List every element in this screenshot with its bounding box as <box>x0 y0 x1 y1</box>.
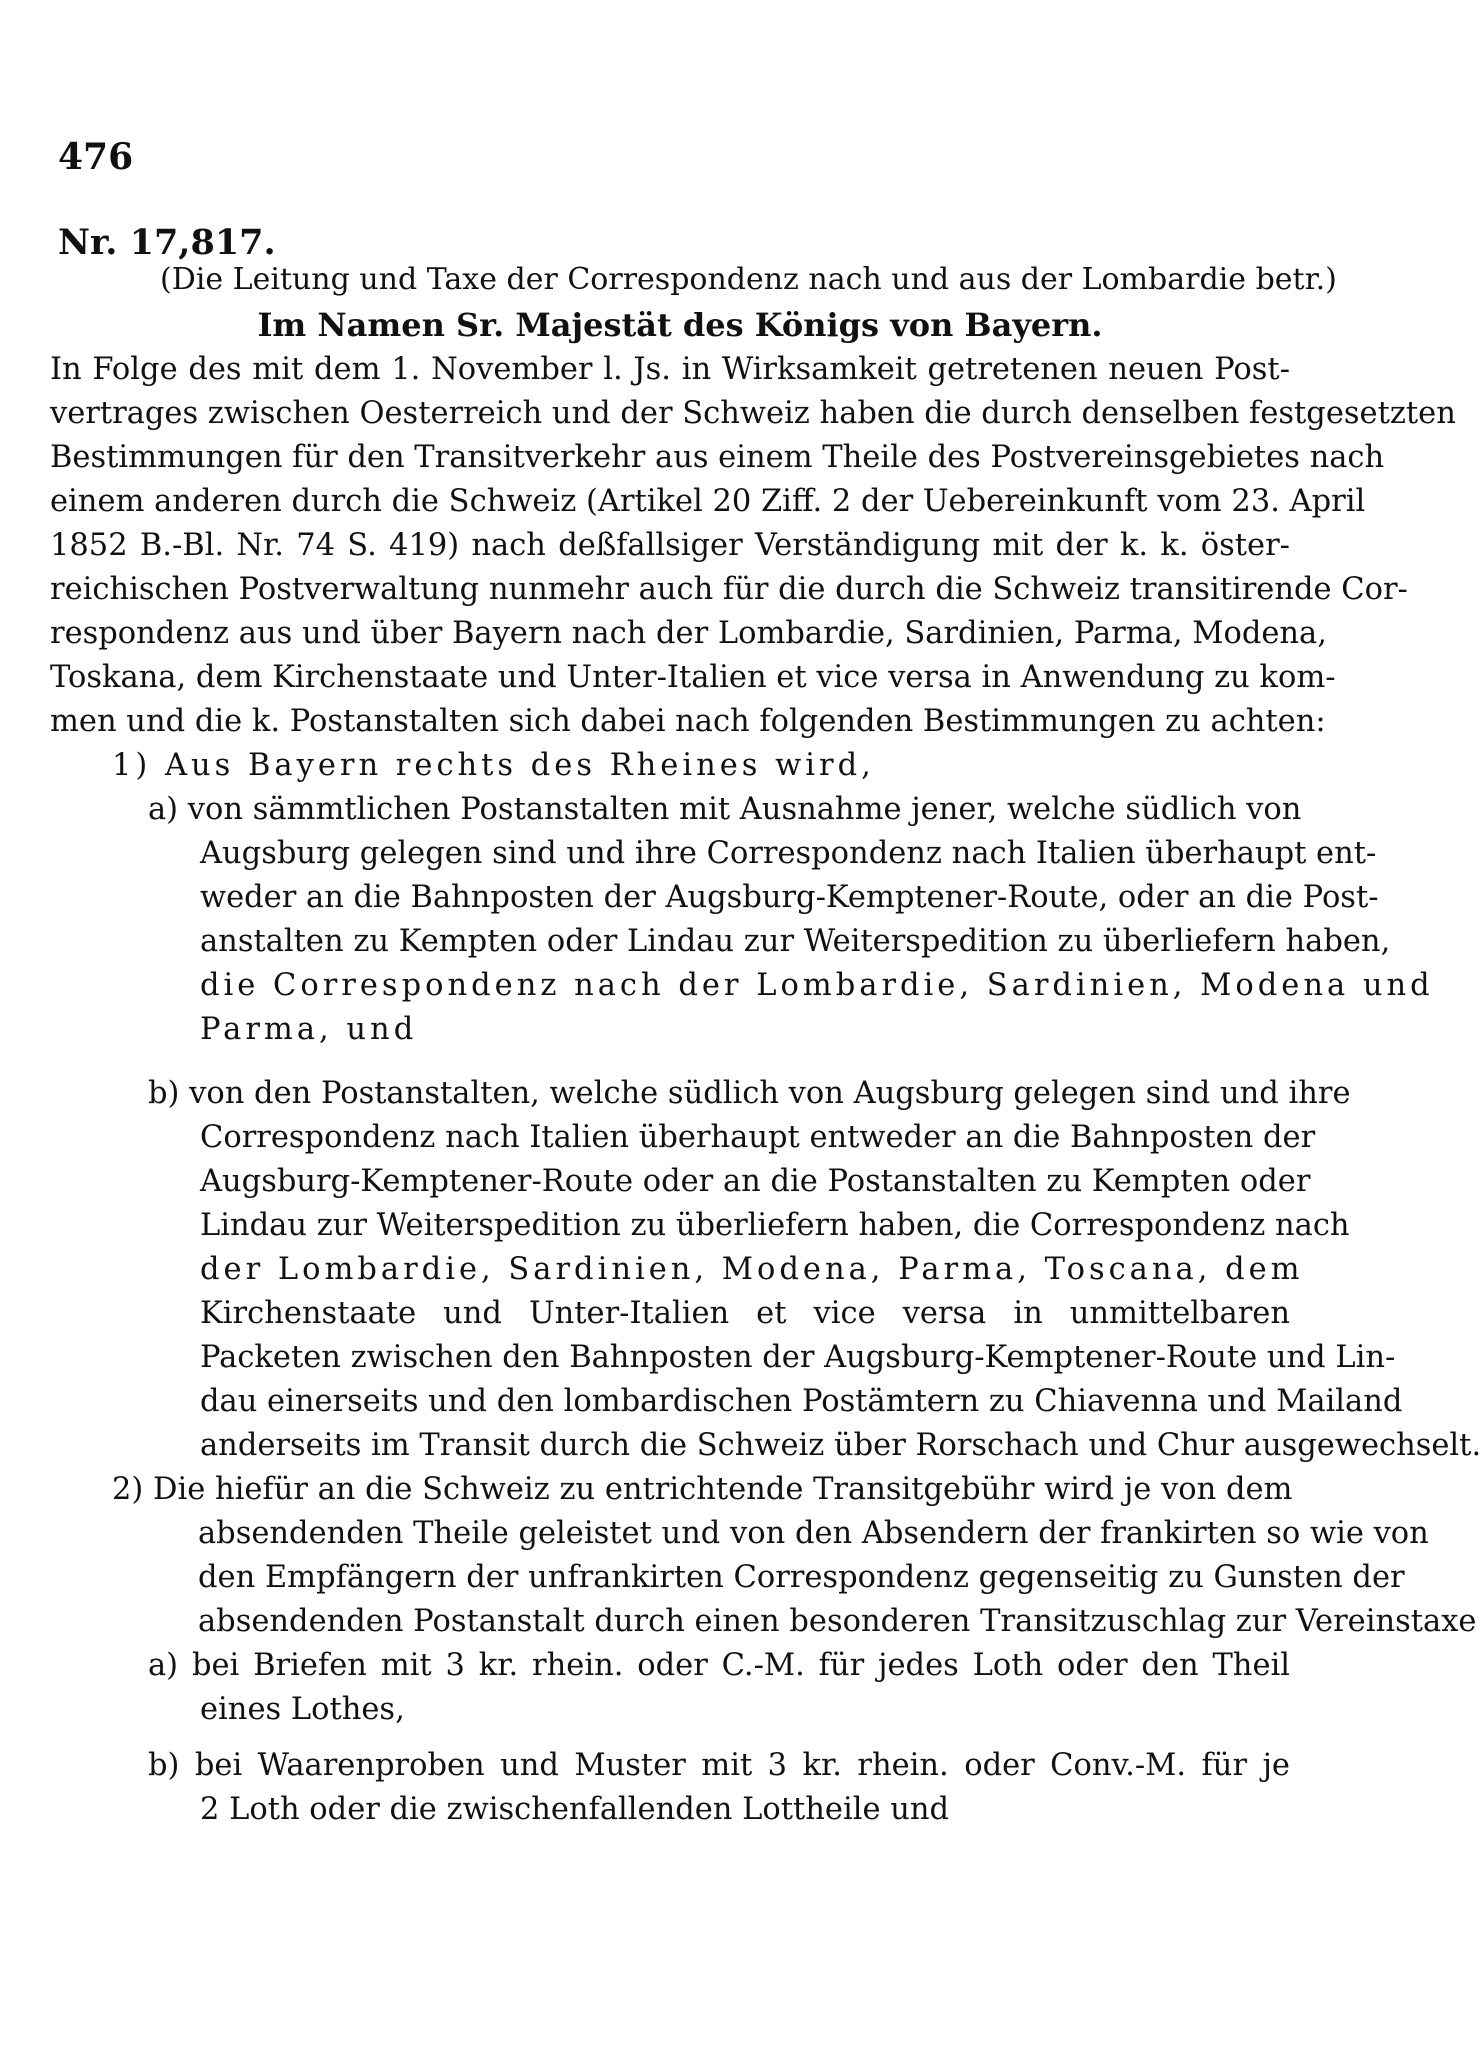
text-line: b) von den Postanstalten, welche südlich von Augsburg gelegen sind und ihre <box>148 1076 1351 1111</box>
document-subject: (Die Leitung und Taxe der Correspondenz nach und aus der Lombardie betr.) <box>160 262 1337 297</box>
text-line: respondenz aus und über Bayern nach der Lombardie, Sardinien, Parma, Modena, <box>50 616 1327 651</box>
text-line: Correspondenz nach Italien überhaupt entweder an die Bahnposten der <box>200 1120 1316 1155</box>
text-line: einem anderen durch die Schweiz (Artikel 20 Ziff. 2 der Uebereinkunft vom 23. April <box>50 484 1366 519</box>
text-line: die Correspondenz nach der Lombardie, Sardinien, Modena und <box>200 968 1434 1003</box>
document-heading: Im Namen Sr. Majestät des Königs von Bayern. <box>257 306 1103 344</box>
text-line: reichischen Postverwaltung nunmehr auch für die durch die Schweiz transitirende Cor- <box>50 572 1408 607</box>
text-line: dau einerseits und den lombardischen Postämtern zu Chiavenna und Mailand <box>200 1384 1403 1419</box>
text-line: absendenden Postanstalt durch einen besonderen Transitzuschlag zur Vereinstaxe <box>198 1604 1477 1639</box>
text-line: b) bei Waarenproben und Muster mit 3 kr. rhein. oder Conv.-M. für je <box>148 1748 1290 1783</box>
text-line: Augsburg gelegen sind und ihre Correspondenz nach Italien überhaupt ent- <box>200 836 1377 871</box>
text-line: 1852 B.-Bl. Nr. 74 S. 419) nach deßfallsiger Verständigung mit der k. k. öster- <box>50 528 1290 563</box>
text-line: men und die k. Postanstalten sich dabei nach folgenden Bestimmungen zu achten: <box>50 704 1326 739</box>
text-line: Augsburg-Kemptener-Route oder an die Postanstalten zu Kempten oder <box>200 1164 1311 1199</box>
text-line: der Lombardie, Sardinien, Modena, Parma, Toscana, dem <box>200 1252 1304 1287</box>
text-line: Bestimmungen für den Transitverkehr aus einem Theile des Postvereinsgebietes nach <box>50 440 1385 475</box>
text-line: Toskana, dem Kirchenstaate und Unter-Italien et vice versa in Anwendung zu kom- <box>50 660 1336 695</box>
text-line: anderseits im Transit durch die Schweiz über Rorschach und Chur ausgewechselt. <box>200 1428 1481 1463</box>
page-number: 476 <box>58 136 134 178</box>
text-line: anstalten zu Kempten oder Lindau zur Weiterspedition zu überliefern haben, <box>200 924 1391 959</box>
text-line: Packeten zwischen den Bahnposten der Augsburg-Kemptener-Route und Lin- <box>200 1340 1396 1375</box>
text-line: Lindau zur Weiterspedition zu überliefern haben, die Correspondenz nach <box>200 1208 1350 1243</box>
text-line: absendenden Theile geleistet und von den Absendern der frankirten so wie von <box>198 1516 1429 1551</box>
text-line: a) bei Briefen mit 3 kr. rhein. oder C.-M. für jedes Loth oder den Theil <box>148 1648 1290 1683</box>
text-line: vertrages zwischen Oesterreich und der Schweiz haben die durch denselben festgesetzten <box>50 396 1456 431</box>
text-line: Kirchenstaate und Unter-Italien et vice versa in unmittelbaren <box>200 1296 1290 1331</box>
text-line: 2) Die hiefür an die Schweiz zu entrichtende Transitgebühr wird je von dem <box>112 1472 1293 1507</box>
text-line: a) von sämmtlichen Postanstalten mit Ausnahme jener, welche südlich von <box>148 792 1302 827</box>
document-number: Nr. 17,817. <box>58 222 276 263</box>
text-line: Parma, und <box>200 1012 418 1047</box>
text-line: weder an die Bahnposten der Augsburg-Kemptener-Route, oder an die Post- <box>200 880 1379 915</box>
text-line: In Folge des mit dem 1. November l. Js. in Wirksamkeit getretenen neuen Post- <box>50 352 1290 387</box>
list-item-heading: 1) Aus Bayern rechts des Rheines wird, <box>112 748 875 783</box>
text-line: den Empfängern der unfrankirten Correspondenz gegenseitig zu Gunsten der <box>198 1560 1405 1595</box>
text-line: 2 Loth oder die zwischenfallenden Lottheile und <box>200 1792 950 1827</box>
text-line: eines Lothes, <box>200 1692 405 1727</box>
